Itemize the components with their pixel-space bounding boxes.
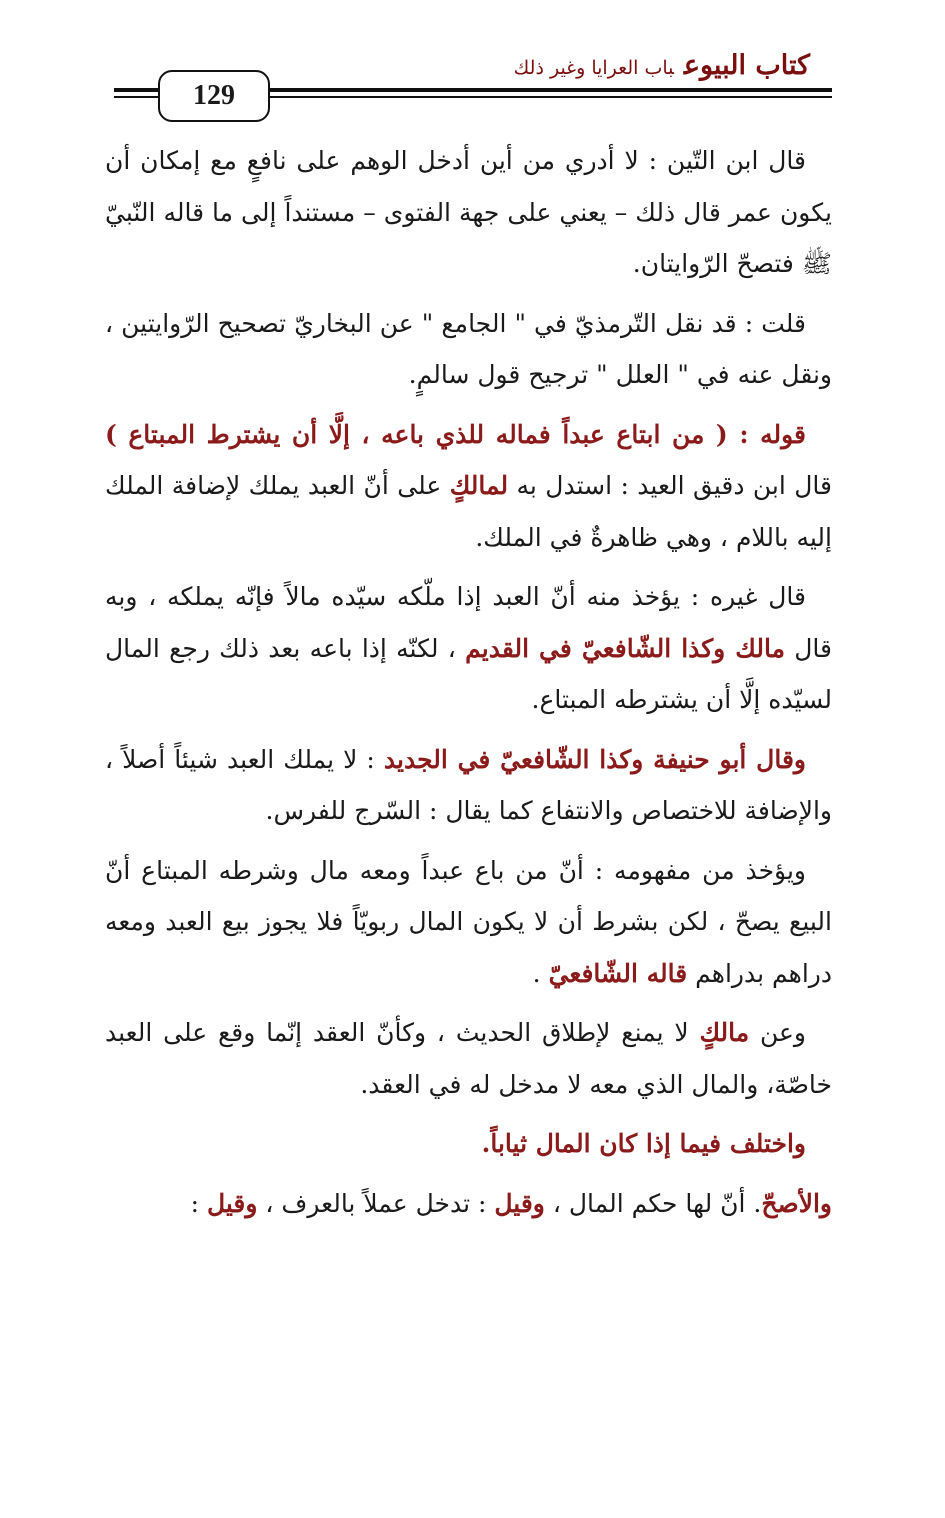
body-text: قال ابن دقيق العيد : استدل به [508,471,832,500]
paragraph [105,845,832,1000]
body-text: ويؤخذ من مفهومه : أنّ من باع عبداً ومعه مال وشرطه المبتاع أنّ البيع يصحّ ، لكن بشرط أن لا يكون المال ربويّاً فلا يجوز بيع العبد ومعه دراهم بدراهم [105,855,832,988]
body-text: : تدخل عملاً بالعرف ، [257,1188,495,1218]
body-text: ، لكنّه إذا باعه بعد ذلك رجع المال لسيّده إلَّا أن يشترطه المبتاع. [105,633,832,714]
paragraph [105,1118,832,1170]
body-text: . [532,958,549,988]
body-text: . أنّ لها حكم المال ، [544,1188,762,1218]
highlighted-text: قاله الشّافعيّ [548,958,688,988]
page-number-box [158,70,270,122]
paragraph [105,1178,832,1230]
running-head [514,50,810,81]
body-text: وعن [749,1018,806,1047]
body-text: على أنّ العبد يملك لإضافة الملك إليه باللام ، وهي ظاهرةٌ في الملك. [105,471,832,552]
highlighted-text: والأصحّ [761,1188,832,1218]
body-text: لا يمنع لإطلاق الحديث ، وكأنّ العقد إنّما وقع على العبد خاصّة، والمال الذي معه لا مدخل له في العقد. [105,1018,832,1099]
paragraph [105,298,832,401]
body-text: قلت : قد نقل التّرمذيّ في " الجامع " عن البخاريّ تصحيح الرّوايتين ، ونقل عنه في " العلل " ترجيح قول سالمٍ. [105,308,832,389]
highlighted-text: واختلف فيما إذا كان المال ثياباً. [481,1129,806,1158]
paragraph [105,1007,832,1110]
highlighted-text: مالك وكذا الشّافعيّ في القديم [465,633,785,663]
highlighted-text: وقيل [494,1188,545,1218]
body-text: قال ابن التّين : لا أدري من أين أدخل الوهم على نافعٍ مع إمكان أن يكون عمر قال ذلك – يعني على جهة الفتوى – مستنداً إلى ما قاله النّبيّ ﷺ فتصحّ الرّوايتان. [105,146,832,278]
page-number: 129 [193,80,235,111]
highlighted-text: لمالكٍ [449,471,509,500]
highlighted-text: مالكٍ [699,1018,750,1047]
page-header [114,40,832,120]
chapter-title: باب العرايا وغير ذلك [513,57,674,79]
paragraph [105,734,832,837]
highlighted-text: وقال أبو حنيفة وكذا الشّافعيّ في الجديد [383,744,806,774]
paragraph [105,409,832,564]
paragraph [105,135,832,290]
highlighted-text: قوله : ( من ابتاع عبداً فماله للذي باعه ، إلَّا أن يشترط المبتاع ) [105,419,806,449]
body-text: : لا يملك العبد شيئاً أصلاً ، والإضافة للاختصاص والانتفاع كما يقال : السّرج للفرس. [105,744,832,825]
paragraph [105,571,832,726]
highlighted-text: وقيل [206,1188,258,1218]
book-title: كتاب البيوع [683,50,810,81]
body-text: : [190,1188,207,1218]
page-body [105,135,832,1229]
body-text: قال غيره : يؤخذ منه أنّ العبد إذا ملّكه سيّده مالاً فإنّه يملكه ، وبه قال [105,582,832,663]
